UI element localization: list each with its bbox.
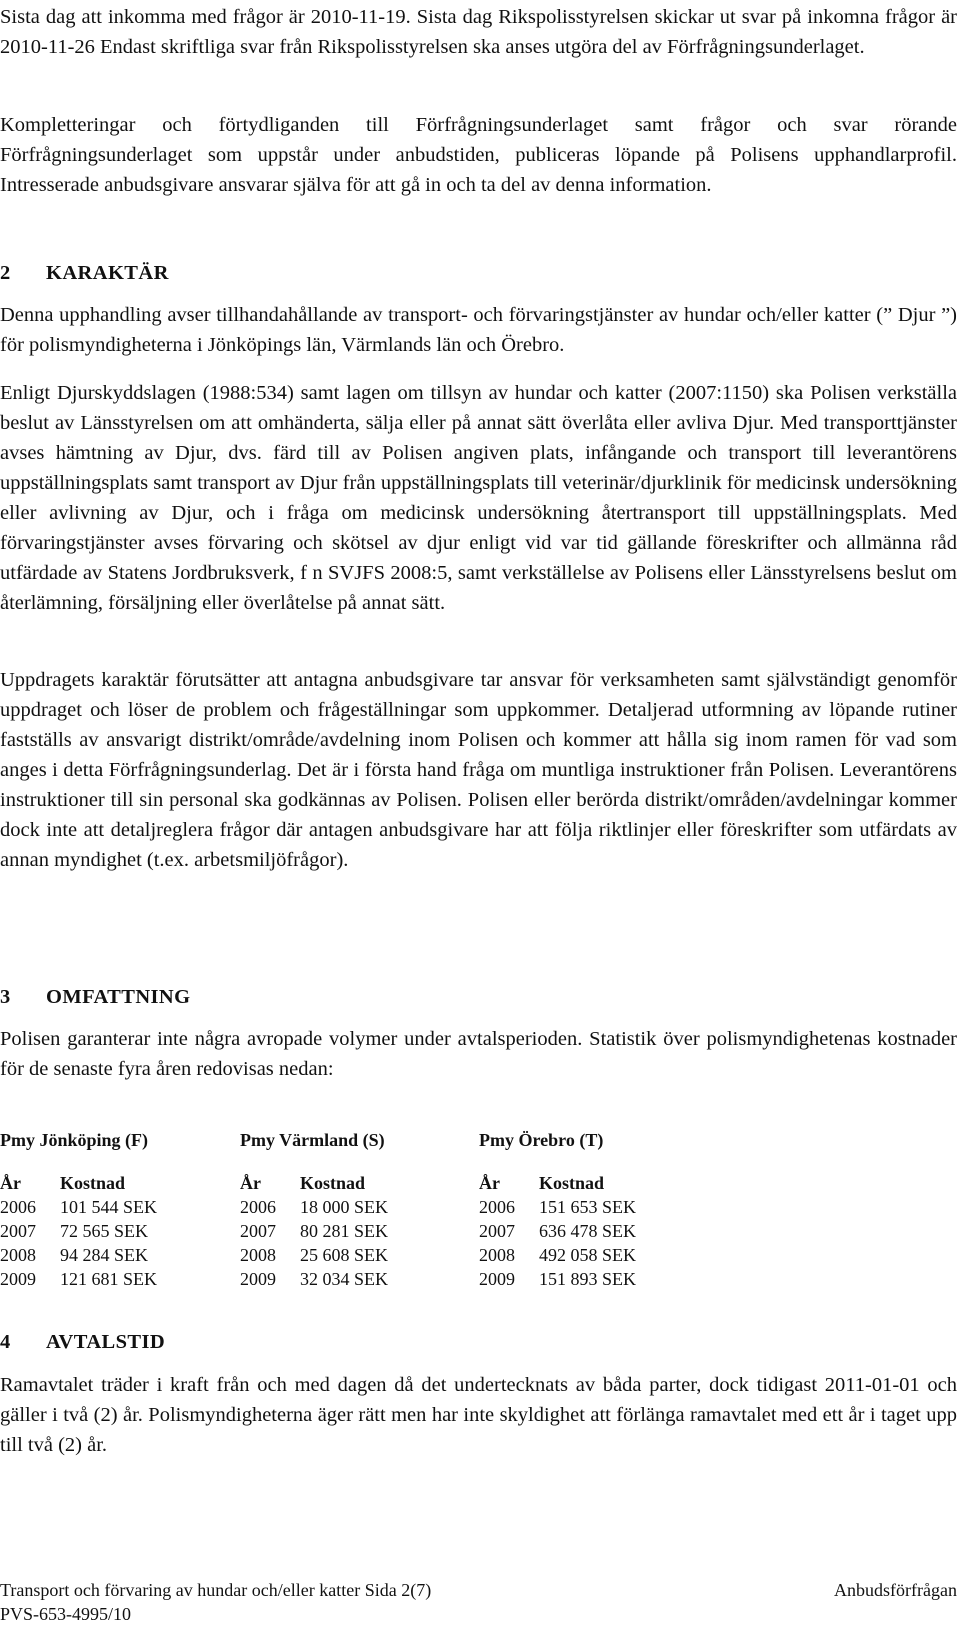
cost-header: Kostnad (539, 1173, 605, 1193)
cost-cell: 492 058 SEK (539, 1245, 637, 1265)
section-3-paragraph-volumes: Polisen garanterar inte några avropade volymer under avtalsperioden. Statistik över polismyndighetenas kostnader för de senaste fyra åren redovisas nedan: (0, 1028, 957, 1080)
cost-group-title: Pmy Värmland (S) (240, 1130, 385, 1150)
year-cell: 2006 (0, 1197, 36, 1217)
cost-cell: 121 681 SEK (60, 1269, 158, 1289)
section-4-number: 4 (0, 1331, 11, 1353)
cost-group-title: Pmy Örebro (T) (479, 1130, 604, 1150)
cost-header: Kostnad (60, 1173, 126, 1193)
section-4-title: AVTALSTID (46, 1331, 166, 1353)
year-cell: 2008 (0, 1245, 36, 1265)
cost-cell: 18 000 SEK (300, 1197, 389, 1217)
year-cell: 2006 (240, 1197, 276, 1217)
cost-cell: 32 034 SEK (300, 1269, 389, 1289)
section-2-heading (0, 258, 169, 288)
cost-group-header (0, 1171, 125, 1195)
table-row (0, 1195, 157, 1219)
cost-cell: 72 565 SEK (60, 1221, 149, 1241)
table-row (240, 1243, 388, 1267)
section-4-heading (0, 1327, 165, 1357)
cost-cell: 151 653 SEK (539, 1197, 637, 1217)
table-row (240, 1219, 388, 1243)
year-header: År (479, 1173, 500, 1193)
year-cell: 2008 (240, 1245, 276, 1265)
section-2-title: KARAKTÄR (46, 262, 169, 284)
year-header: År (240, 1173, 261, 1193)
table-row (240, 1267, 388, 1291)
cost-cell: 101 544 SEK (60, 1197, 158, 1217)
table-row (240, 1195, 388, 1219)
cost-cell: 25 608 SEK (300, 1245, 389, 1265)
intro-paragraph-supplements: Kompletteringar och förtydliganden till Förfrågningsunderlaget samt frågor och svar rörande Förfrågningsunderlaget som uppstår under anbudstiden, publiceras löpande på Polisens upphandlarprofil. Intresserade anbudsgivare ansvarar själva för att gå in och ta del av denna information. (0, 114, 957, 196)
cost-cell: 80 281 SEK (300, 1221, 389, 1241)
section-4-paragraph-contract-period: Ramavtalet träder i kraft från och med dagen då det undertecknats av båda parter, dock tidigast 2011-01-01 och gäller i två (2) år. Polismyndigheterna äger rätt men har inte skyldighet att förlänga ramavtalet med ett år i taget upp till två (2) år. (0, 1374, 957, 1456)
cost-group-header (479, 1171, 604, 1195)
year-cell: 2006 (479, 1197, 515, 1217)
year-header: År (0, 1173, 21, 1193)
section-3-title: OMFATTNING (46, 986, 191, 1008)
year-cell: 2009 (240, 1269, 276, 1289)
table-row (479, 1219, 636, 1243)
footer-doc-id: PVS-653-4995/10 (0, 1604, 132, 1624)
intro-paragraph-questions: Sista dag att inkomma med frågor är 2010-11-19. Sista dag Rikspolisstyrelsen skickar ut svar på inkomna frågor är 2010-11-26 Endast skriftliga svar från Rikspolisstyrelsen ska anses utgöra del av Förfrågningsunderlaget. (0, 6, 957, 58)
table-row (0, 1267, 157, 1291)
year-cell: 2009 (0, 1269, 36, 1289)
section-2-paragraph-scope: Denna upphandling avser tillhandahållande av transport- och förvaringstjänster av hundar och/eller katter (” Djur ”) för polismyndigheterna i Jönköpings län, Värmlands län och Örebro. (0, 304, 957, 356)
section-2-paragraph-assignment: Uppdragets karaktär förutsätter att antagna anbudsgivare tar ansvar för verksamheten samt självständigt genomför uppdraget och löser de problem och frågeställningar som uppkommer. Detaljerad utformning av löpande rutiner fastställs av ansvarigt distrikt/område/avdelning inom Polisen och kommer att hålla sig inom ramen för vad som anges i detta Förfrågningsunderlag. Det är i första hand fråga om muntliga instruktioner från Polisen. Leverantörens instruktioner till sin personal ska godkännas av Polisen. Polisen eller berörda distrikt/områden/avdelningar kommer dock inte att detaljreglera frågor där antagen anbudsgivare har att följa riktlinjer eller föreskrifter som utfärdats av annan myndighet (t.ex. arbetsmiljöfrågor). (0, 669, 957, 871)
section-2-paragraph-law: Enligt Djurskyddslagen (1988:534) samt lagen om tillsyn av hundar och katter (2007:1150) ska Polisen verkställa beslut av Länsstyrelsen om att omhänderta, sälja eller på annat sätt överlåta eller avliva Djur. Med transporttjänster avses hämtning av Djur, dvs. färd till av Polisen angiven plats, infångande och transport till leverantörens uppställningsplats samt transport av Djur från uppställningsplats till veterinär/djurklinik för medicinsk undersökning eller avlivning av Djur, och i fråga om medicinsk undersökning återtransport till uppställningsplats. Med förvaringstjänster avses förvaring och skötsel av djur enligt vid var tid gällande föreskrifter och allmänna råd utfärdade av Statens Jordbruksverk, f n SVJFS 2008:5, samt verkställelse av Polisens eller Länsstyrelsens beslut om återlämning, försäljning eller överlåtelse på annat sätt. (0, 382, 957, 614)
cost-group-title: Pmy Jönköping (F) (0, 1130, 149, 1150)
table-row (0, 1219, 148, 1243)
cost-cell: 636 478 SEK (539, 1221, 637, 1241)
year-cell: 2009 (479, 1269, 515, 1289)
cost-cell: 94 284 SEK (60, 1245, 149, 1265)
table-row (479, 1195, 636, 1219)
year-cell: 2007 (479, 1221, 515, 1241)
section-3-heading (0, 982, 190, 1012)
table-row (479, 1267, 636, 1291)
footer-doc-type: Anbudsförfrågan (834, 1580, 957, 1600)
year-cell: 2007 (240, 1221, 276, 1241)
year-cell: 2008 (479, 1245, 515, 1265)
year-cell: 2007 (0, 1221, 36, 1241)
section-2-number: 2 (0, 262, 11, 284)
cost-group-header (240, 1171, 365, 1195)
table-row (479, 1243, 636, 1267)
table-row (0, 1243, 148, 1267)
cost-cell: 151 893 SEK (539, 1269, 637, 1289)
footer-title: Transport och förvaring av hundar och/eller katter Sida 2(7) (0, 1580, 432, 1600)
cost-header: Kostnad (300, 1173, 366, 1193)
section-3-number: 3 (0, 986, 11, 1008)
